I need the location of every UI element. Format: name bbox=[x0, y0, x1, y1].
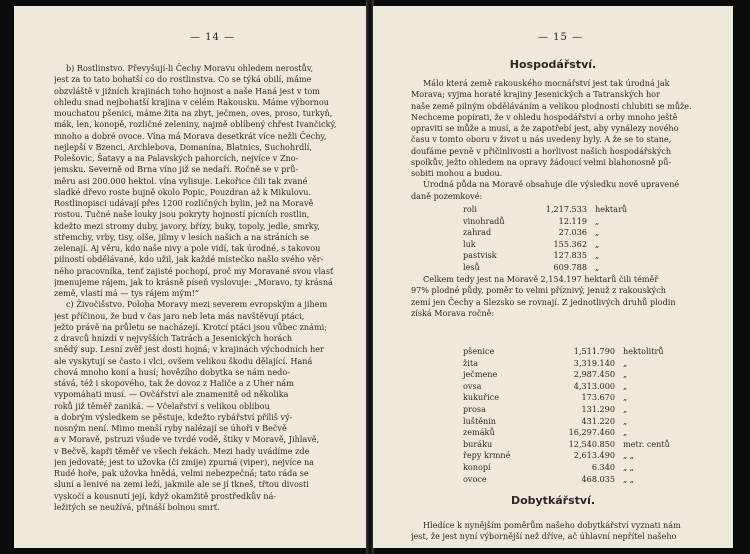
land-row bbox=[463, 204, 665, 216]
crop-unit: „ bbox=[623, 403, 628, 414]
left-text-line: b) Rostlinstvo. Převyšují-li Čechy Moravu ohledem nerostův, bbox=[66, 63, 314, 73]
left-text-line: mák, len, konopě, rozličné zeleniny, najmě oblíbený chřest Ivančický, bbox=[54, 119, 337, 130]
left-text-line: rostou. Tučné naše louky jsou pokryty hojností pícních rostlin, bbox=[54, 209, 310, 220]
left-text-line: země, vlastí má — tys rájem mým!“ bbox=[54, 288, 200, 298]
crop-row bbox=[463, 346, 693, 358]
crop-row bbox=[463, 358, 693, 370]
land-name: vinohradů bbox=[463, 215, 505, 226]
left-text-line: střemchy, vrby, tisy, olše, jilmy v lesích našich a na stráních se bbox=[54, 231, 309, 242]
crop-name: konopí bbox=[463, 461, 491, 472]
crop-name: žita bbox=[463, 357, 478, 368]
right-p2-line: Celkem tedy jest na Moravě 2,154.197 hektarů čili téměř bbox=[423, 274, 659, 284]
crop-unit: hektolitrů bbox=[623, 346, 664, 356]
right-p1-line: času v tomto oboru v život u nás uvedeny byly. A že se to stane, bbox=[411, 134, 672, 145]
left-text-line: sladké dřevo roste bujně okolo Popic, Pouzdran až k Mikulovu. bbox=[54, 186, 312, 197]
right-p2-line: získá Morava ročně: bbox=[411, 307, 495, 318]
heading-hospodarstvi: Hospodářství. bbox=[509, 58, 597, 71]
right-paragraph-2 bbox=[411, 274, 713, 319]
crop-name: ječmene bbox=[463, 369, 498, 380]
right-p1-line: opraviti se může a musí, a že zapotřebí jest, aby vynálezy nového bbox=[411, 123, 679, 133]
land-unit: „ bbox=[595, 250, 600, 261]
crop-unit: „ bbox=[623, 427, 628, 438]
crop-unit: „ bbox=[623, 357, 628, 368]
crop-value: 173.670 bbox=[581, 392, 615, 403]
left-text-line: vypomáhati musí. — Ovčářství ale znamenitě od několika bbox=[54, 389, 289, 400]
crop-unit: „ „ bbox=[623, 450, 634, 461]
land-unit: „ bbox=[595, 215, 600, 226]
crop-row bbox=[463, 474, 693, 486]
left-text-line: a v Moravě, pstruzi všude ve tvrdé vodě, štiky v Moravě, Jihlavě, bbox=[54, 434, 320, 445]
crop-unit: „ bbox=[623, 415, 628, 426]
left-text-line: chová mnoho koní a husí; hovězího dobytka se nám nedo- bbox=[54, 366, 290, 377]
crop-row bbox=[463, 439, 693, 451]
left-text-line: ohledu snad nejbohatší krajina v celém Rakousku. Máme výbornou bbox=[54, 96, 329, 107]
crop-name: ovoce bbox=[463, 473, 487, 484]
crop-unit: metr. centů bbox=[623, 438, 670, 449]
crop-unit: „ bbox=[623, 380, 628, 391]
crop-value: 6.340 bbox=[591, 461, 615, 472]
crop-name: pšenice bbox=[463, 346, 495, 356]
crop-row bbox=[463, 416, 693, 428]
crop-value: 16,297.460 bbox=[568, 427, 615, 438]
left-text-line: jest za to tato bohatší co do rostlinstva. Co se týká obilí, máme bbox=[54, 74, 312, 85]
left-text-line: jemsku. Severně od Brna víno již se nedaří. Ročně se v prů- bbox=[54, 164, 299, 175]
crop-name: luštěnin bbox=[463, 415, 497, 426]
crop-value: 468.035 bbox=[581, 473, 615, 484]
right-p1-line: spolkův, ježto ohledem na opravy žádoucí velmi blahonosně pů- bbox=[411, 156, 672, 167]
land-value: 127.835 bbox=[553, 250, 587, 261]
crop-unit: „ bbox=[623, 392, 628, 403]
left-text-line: jest příčinou, že bud v čas jaro neb leta más navštěvují ptáci, bbox=[54, 310, 305, 321]
left-text-line: Rudé hoře, pak užovka hnědá, velmi nebezpečná; tato ráda se bbox=[54, 468, 309, 478]
right-p1-line: Úrodná půda na Moravě obsahuje dle výsledku nově upravené bbox=[423, 179, 680, 190]
crop-row bbox=[463, 462, 693, 474]
land-unit: „ bbox=[595, 227, 600, 238]
crop-row bbox=[463, 381, 693, 393]
crop-value: 431.220 bbox=[581, 415, 615, 426]
left-text-line: kdežto mezi stromy duby, javory, břízy, buky, topoly, jedle, smrky, bbox=[54, 220, 320, 231]
left-text-line: c) Živočišstvo. Poloha Moravy mezi severem evropským a jihem bbox=[66, 299, 328, 310]
crop-row bbox=[463, 404, 693, 416]
land-row bbox=[463, 250, 665, 262]
land-value: 12.119 bbox=[558, 215, 587, 226]
crop-name: řepy krmné bbox=[463, 450, 511, 461]
crop-value: 2,613.490 bbox=[573, 450, 615, 461]
left-text-line: ježto právě na průletu se nacházejí. Krotcí ptáci jsou vůbec známi; bbox=[54, 321, 327, 332]
left-text-line: v Bečvě, kapři těměř ve všech řekách. Mezi hady uvádíme zde bbox=[54, 445, 310, 456]
left-text-line: a dobrým výsledkem se pěstuje, kdežto rybářství příliš vý- bbox=[54, 411, 293, 422]
left-text-line: měru asi 200.000 hektol. vína vylisuje. Lekořice čili tak zvané bbox=[54, 175, 308, 186]
land-row bbox=[463, 227, 665, 239]
right-p1-line: Morava; vyjma horaté krajiny Jesenických a Tatranských hor bbox=[411, 89, 660, 100]
crop-value: 1,511.790 bbox=[573, 346, 615, 356]
land-unit: „ bbox=[595, 261, 600, 272]
land-name: pastvisk bbox=[463, 250, 497, 261]
land-value: 1,217.533 bbox=[545, 204, 587, 214]
land-value: 155.362 bbox=[553, 238, 587, 249]
right-p1-line: sobiti mohou a budou. bbox=[411, 168, 503, 178]
land-unit: hektarů bbox=[595, 204, 628, 214]
crop-unit: „ „ bbox=[623, 461, 634, 472]
left-text-line: nejlepší v Bzenci, Archlebova, Domanína, Blatnics, Suchohrdlí, bbox=[54, 141, 312, 152]
crop-name: buráku bbox=[463, 438, 493, 449]
crop-name: ovsa bbox=[463, 380, 482, 391]
right-p1-line: daně pozemkové: bbox=[411, 190, 483, 201]
land-value: 609.788 bbox=[553, 261, 587, 272]
crop-table bbox=[463, 346, 693, 485]
crop-row bbox=[463, 427, 693, 439]
crop-value: 3,319.140 bbox=[573, 357, 615, 368]
land-name: lesů bbox=[463, 261, 480, 272]
left-text-line: z dravců hnízdí v nejvyšších Tatrách a Jesenických horách bbox=[54, 333, 293, 343]
left-text-line: ného pracovníka, tenť zajisté pochopí, proč my Moravané svou vlasť bbox=[54, 265, 334, 276]
left-text-line: stává, též i skopového, tak že dovoz z Haliče a z Uher nám bbox=[54, 378, 294, 388]
right-page bbox=[373, 6, 733, 548]
left-text bbox=[54, 63, 354, 513]
land-row bbox=[463, 216, 665, 228]
right-p3-line: Hledíce k nynějším poměrům našeho dobytkářství vyznati nám bbox=[423, 520, 681, 530]
left-page bbox=[14, 6, 367, 548]
right-p1-line: doufáme pevně v přičinlivosti a horlivost našich hospodářských bbox=[411, 145, 672, 156]
left-text-line: jen jedovaté; jest to užovka (či zmije) zpurná (viper), nejvíce na bbox=[54, 456, 314, 467]
left-text-line: mouchatou pšenici, máme žita na zbyt, ječmen, oves, proso, turkyň, bbox=[54, 108, 333, 118]
right-p1-line: Málo která země rakouského mocnářství jest tak úrodná jak bbox=[423, 78, 670, 88]
land-unit: „ bbox=[595, 238, 600, 249]
left-text-line: mnoho a dobré ovoce. Vína má Morava desetkrát více nežli Čechy, bbox=[54, 130, 327, 141]
left-text-line: Polešovic, Šatavy a na Palavských pahorcích, nejvíce v Zno- bbox=[54, 153, 299, 163]
left-text-line: vyskočí a kousnutí její, když okamžitě prostředkův ná- bbox=[54, 490, 277, 501]
page-number-left: — 14 — bbox=[190, 32, 236, 43]
left-text-line: sluní a lenivé na zemi leží, jakmile ale se jí tkneš, třtou divosti bbox=[54, 479, 309, 490]
crop-name: prosa bbox=[463, 403, 486, 414]
crop-row bbox=[463, 392, 693, 404]
left-text-line: ležitých se neužívá, přináší bolnou smrť. bbox=[54, 501, 220, 512]
crop-value: 2,987.450 bbox=[573, 369, 615, 380]
land-row bbox=[463, 262, 665, 274]
crop-row bbox=[463, 450, 693, 462]
right-p2-line: zemí jen Čechy a Slezsko se rovnají. Z jednotlivých druhů plodin bbox=[411, 296, 676, 307]
right-paragraph-3 bbox=[411, 520, 713, 543]
left-text-line: ale vyskytují se často i vlci, ovšem velikou škodu dělající. Haná bbox=[54, 355, 313, 366]
crop-value: 131.290 bbox=[581, 403, 615, 414]
crop-unit: „ bbox=[623, 369, 628, 380]
land-row bbox=[463, 239, 665, 251]
crop-name: zemáků bbox=[463, 427, 495, 438]
crop-unit: „ „ bbox=[623, 473, 634, 484]
land-name: zahrad bbox=[463, 227, 492, 238]
page-number-right: — 15 — bbox=[538, 32, 584, 43]
land-name: roli bbox=[463, 204, 477, 214]
right-p1-line: naše země pilným obděláváním a velikou plodností chlubiti se může. bbox=[411, 100, 692, 111]
crop-row bbox=[463, 369, 693, 381]
right-p1-line: Nechceme popírati, že v ohledu hospodářství a orby mnoho ještě bbox=[411, 111, 678, 122]
right-p3-line: jest, že jest nyní výbornější než dříve, ač úhlavní nepřítel našeho bbox=[411, 531, 677, 542]
crop-name: kukuřice bbox=[463, 392, 500, 403]
left-text-line: jmenujeme rájem, jak to krásně píseň vyslovuje: „Moravo, ty krásná bbox=[54, 276, 333, 287]
crop-value: 4,313.000 bbox=[573, 380, 615, 391]
right-p2-line: 97% plodné půdy, poměr to velmi příznivý, jenuž z rakouských bbox=[411, 285, 667, 296]
right-paragraph-1 bbox=[411, 78, 713, 202]
heading-dobytkarstvi: Dobytkářství. bbox=[510, 494, 596, 507]
left-text-line: Rostlinopisci udávají přes 1200 rozličných bylin, jež na Moravě bbox=[54, 198, 314, 208]
left-text-line: roků již těměř zaniká. — Včelařství s velikou oblibou bbox=[54, 400, 270, 411]
land-value: 27.036 bbox=[558, 227, 587, 238]
left-text-line: snědý sup. Lesní zvěř jest dosti hojná; v krajinách východních her bbox=[54, 344, 324, 355]
land-table bbox=[463, 204, 665, 274]
left-text-line: nosným není. Mimo menší ryby nalézají se úhoři v Bečvě bbox=[54, 423, 287, 433]
left-text-line: obzvláště v jižních krajinách toho hojnost a naše Haná jest v tom bbox=[54, 85, 320, 96]
crop-value: 12,540.850 bbox=[568, 438, 615, 449]
left-text-line: zelenají. Aj věru, kdo naše nivy a pole vidí, tak úrodné, s takovou bbox=[54, 243, 321, 253]
left-text-line: pilností obdělávané, kdo užil, jak každé místečko našlo svého věr- bbox=[54, 254, 324, 265]
land-name: luk bbox=[463, 238, 476, 249]
